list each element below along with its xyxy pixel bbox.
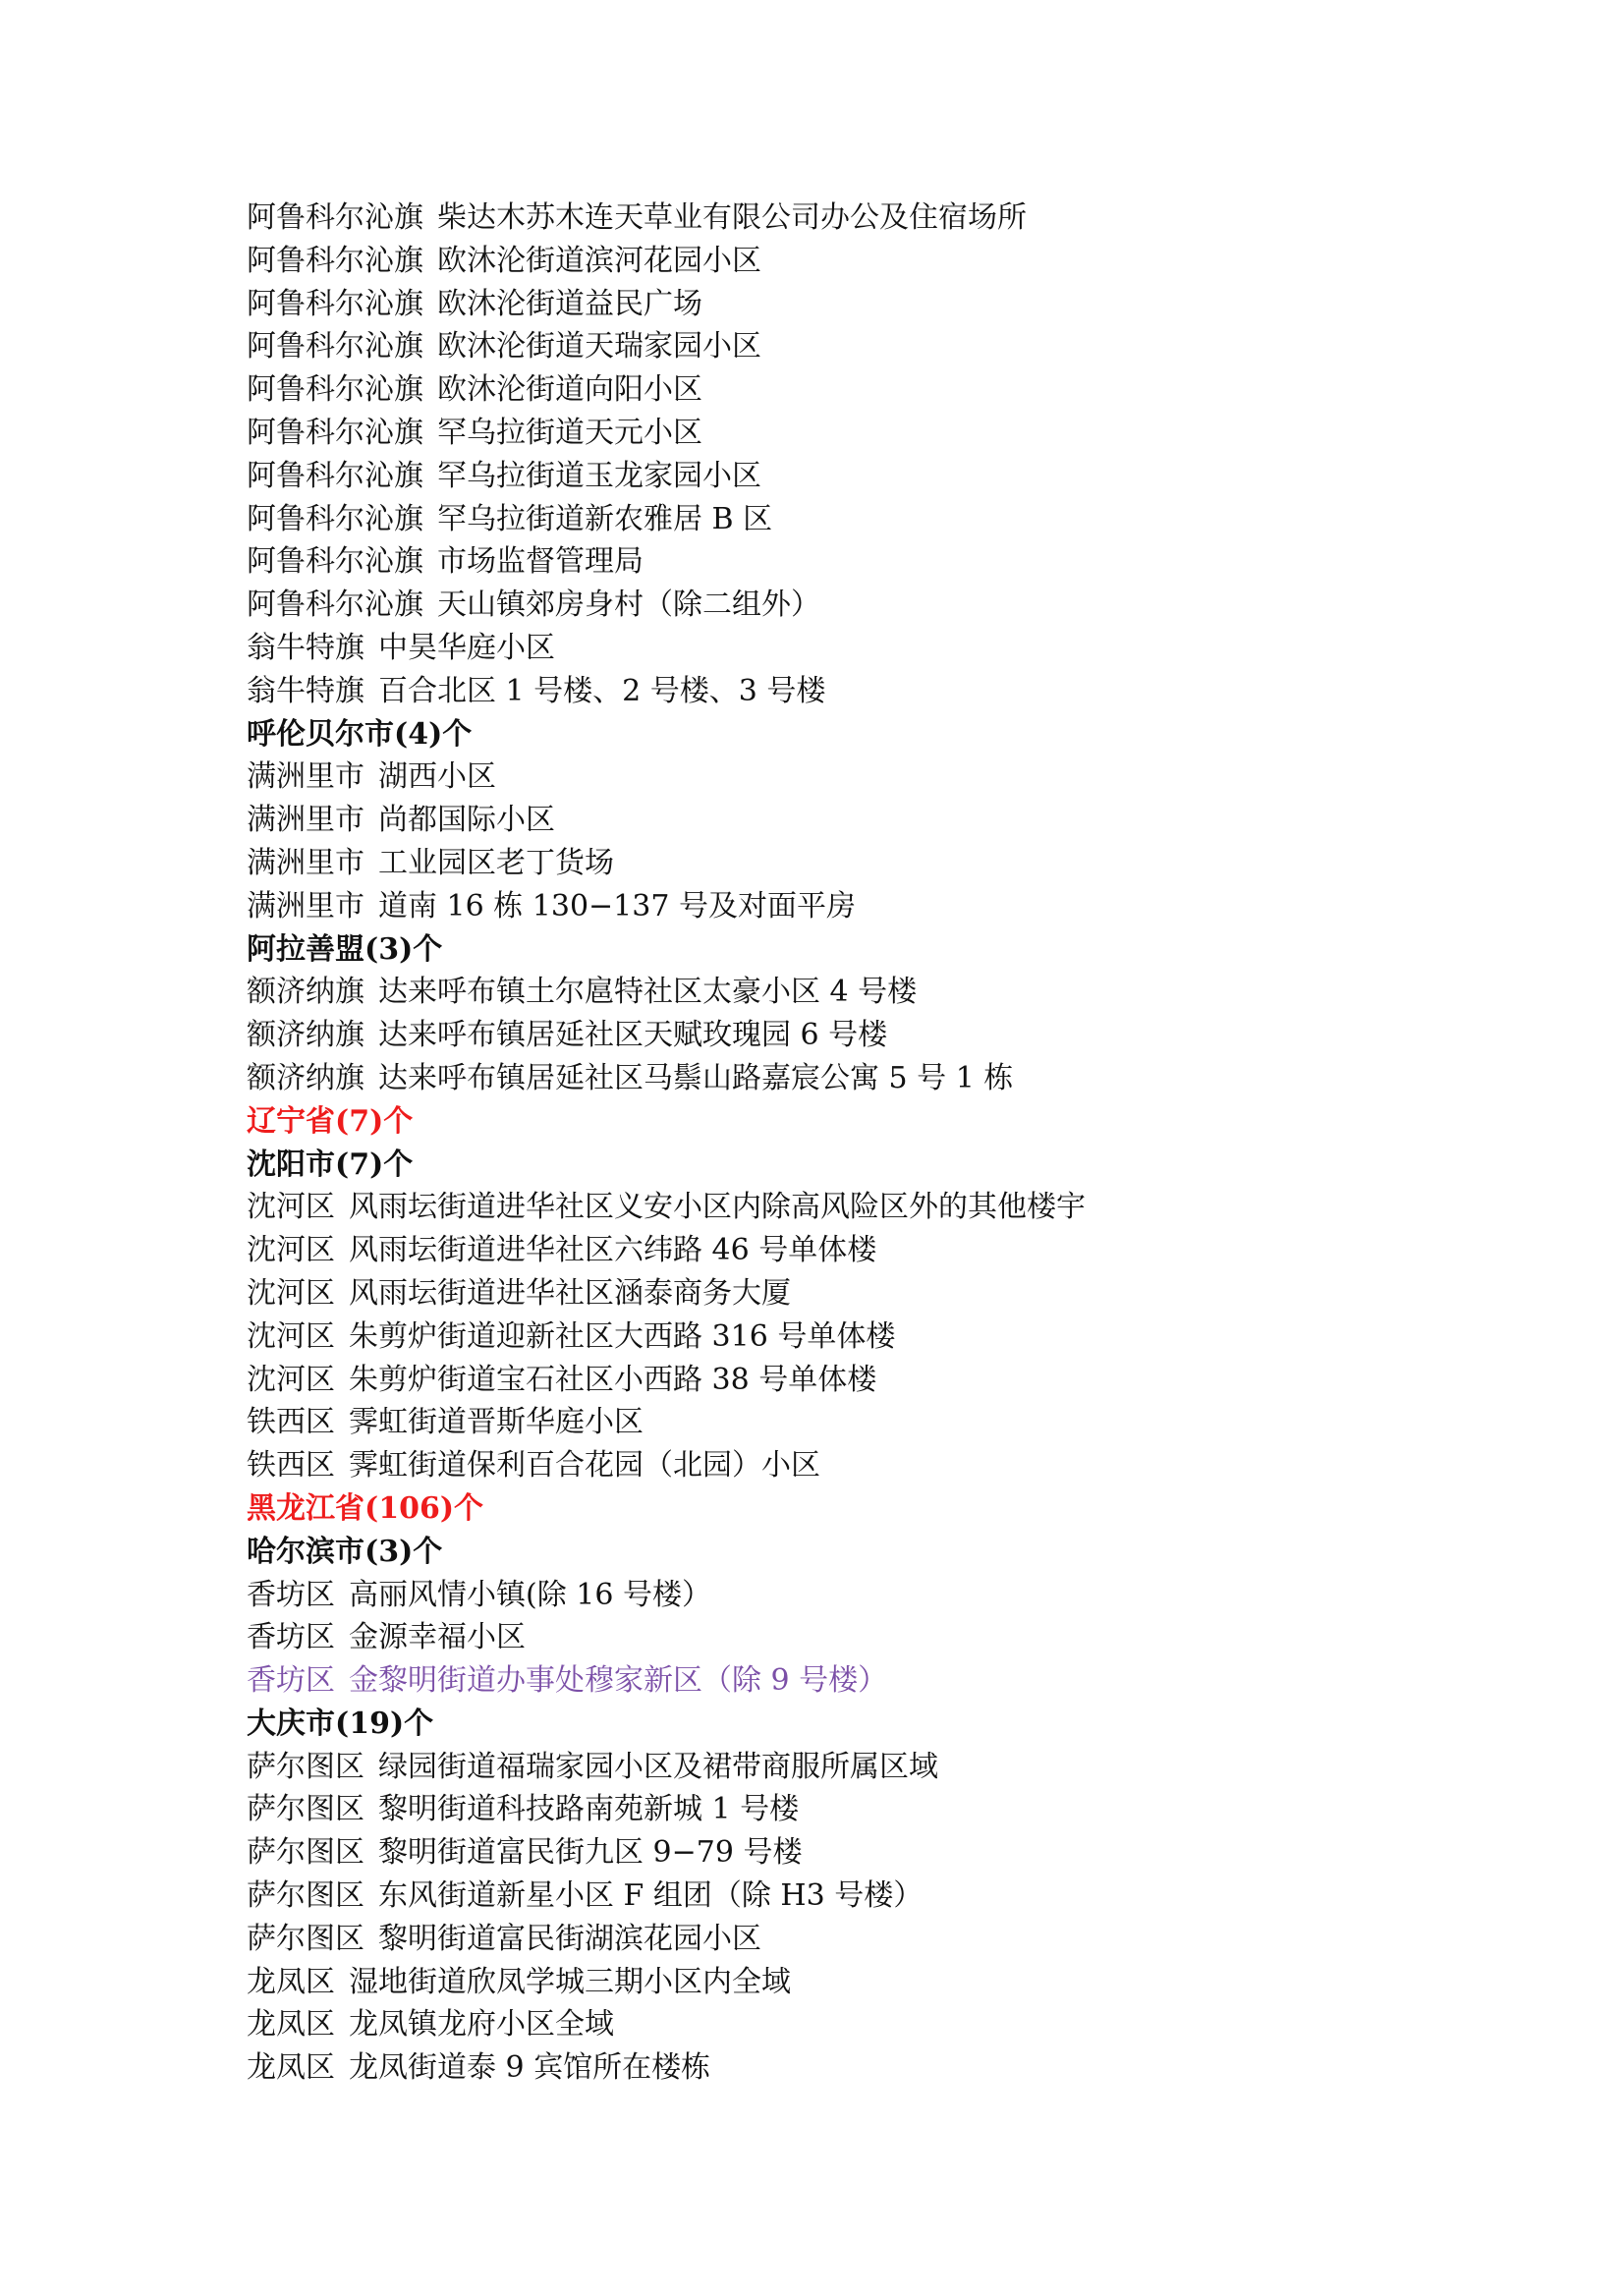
area-entry: [247, 1616, 1524, 1659]
place-name: 风雨坛街道进华社区涵泰商务大厦: [349, 1275, 791, 1311]
place-name: 达来呼布镇居延社区天赋玫瑰园 6 号楼: [378, 1018, 888, 1053]
city-heading: 阿拉善盟(3)个: [247, 931, 443, 967]
place-name: 金黎明街道办事处穆家新区（除 9 号楼）: [349, 1663, 888, 1699]
area-entry: [247, 368, 1524, 412]
area-entry: [247, 971, 1524, 1014]
district-name: 阿鲁科尔沁旗: [247, 329, 423, 364]
area-entry: [247, 1659, 1524, 1703]
district-name: 萨尔图区: [247, 1921, 364, 1956]
area-entry: [247, 1057, 1524, 1100]
place-name: 欧沐沦街道滨河花园小区: [437, 243, 761, 278]
area-entry: [247, 1229, 1524, 1272]
area-entry: [247, 1186, 1524, 1229]
area-entry: [247, 842, 1524, 885]
area-entry: [247, 325, 1524, 368]
place-name: 罕乌拉街道玉龙家园小区: [437, 458, 761, 493]
place-name: 朱剪炉街道宝石社区小西路 38 号单体楼: [349, 1362, 877, 1397]
area-entry: [247, 1831, 1524, 1875]
place-name: 金源幸福小区: [349, 1620, 526, 1655]
area-entry: [247, 1272, 1524, 1315]
district-name: 萨尔图区: [247, 1792, 364, 1827]
place-name: 龙凤街道泰 9 宾馆所在楼栋: [349, 2050, 711, 2086]
province-heading: 辽宁省(7)个: [247, 1103, 414, 1139]
area-entry: [247, 1875, 1524, 1918]
area-entry: [247, 1401, 1524, 1444]
area-entry: [247, 756, 1524, 799]
area-entry: [247, 1574, 1524, 1617]
area-entry: [247, 1918, 1524, 1961]
district-name: 沈河区: [247, 1362, 335, 1397]
district-name: 阿鲁科尔沁旗: [247, 588, 423, 623]
district-name: 龙凤区: [247, 1964, 335, 1999]
district-name: 阿鲁科尔沁旗: [247, 544, 423, 580]
place-name: 罕乌拉街道新农雅居 B 区: [437, 501, 773, 536]
district-name: 萨尔图区: [247, 1749, 364, 1784]
district-name: 阿鲁科尔沁旗: [247, 200, 423, 235]
place-name: 风雨坛街道进华社区义安小区内除高风险区外的其他楼宇: [349, 1190, 1086, 1225]
place-name: 工业园区老丁货场: [378, 845, 614, 880]
place-name: 道南 16 栋 130−137 号及对面平房: [378, 888, 856, 924]
area-entry: [247, 1014, 1524, 1057]
district-name: 香坊区: [247, 1620, 335, 1655]
place-name: 达来呼布镇土尔扈特社区太豪小区 4 号楼: [378, 975, 918, 1010]
place-name: 百合北区 1 号楼、2 号楼、3 号楼: [378, 673, 826, 708]
district-name: 额济纳旗: [247, 975, 364, 1010]
place-name: 天山镇郊房身村（除二组外）: [437, 588, 820, 623]
area-list: [247, 196, 1524, 2090]
area-entry: [247, 412, 1524, 455]
area-entry: [247, 283, 1524, 326]
place-name: 霁虹街道晋斯华庭小区: [349, 1405, 644, 1440]
place-name: 黎明街道科技路南苑新城 1 号楼: [378, 1792, 800, 1827]
area-entry: [247, 455, 1524, 498]
place-name: 欧沐沦街道益民广场: [437, 286, 702, 321]
area-entry: [247, 627, 1524, 670]
district-name: 铁西区: [247, 1405, 335, 1440]
place-name: 达来呼布镇居延社区马鬃山路嘉宸公寓 5 号 1 栋: [378, 1060, 1014, 1095]
place-name: 中昊华庭小区: [378, 630, 555, 665]
place-name: 罕乌拉街道天元小区: [437, 415, 702, 450]
city-heading: 呼伦贝尔市(4)个: [247, 716, 473, 752]
area-entry: [247, 1746, 1524, 1789]
area-entry: [247, 1788, 1524, 1831]
place-name: 柴达木苏木连天草业有限公司办公及住宿场所: [437, 200, 1027, 235]
district-name: 阿鲁科尔沁旗: [247, 286, 423, 321]
area-entry: [247, 1961, 1524, 2004]
district-name: 翁牛特旗: [247, 673, 364, 708]
district-name: 满洲里市: [247, 888, 364, 924]
area-entry: [247, 240, 1524, 283]
district-name: 沈河区: [247, 1190, 335, 1225]
place-name: 黎明街道富民街湖滨花园小区: [378, 1921, 761, 1956]
district-name: 满洲里市: [247, 803, 364, 838]
place-name: 霁虹街道保利百合花园（北园）小区: [349, 1448, 820, 1483]
district-name: 额济纳旗: [247, 1018, 364, 1053]
district-name: 萨尔图区: [247, 1878, 364, 1914]
district-name: 满洲里市: [247, 845, 364, 880]
area-entry: [247, 584, 1524, 627]
place-name: 欧沐沦街道天瑞家园小区: [437, 329, 761, 364]
district-name: 阿鲁科尔沁旗: [247, 415, 423, 450]
area-entry: [247, 670, 1524, 713]
place-name: 湖西小区: [378, 759, 496, 795]
place-name: 龙凤镇龙府小区全域: [349, 2007, 614, 2043]
place-name: 东风街道新星小区 F 组团（除 H3 号楼）: [378, 1878, 924, 1914]
district-name: 萨尔图区: [247, 1835, 364, 1871]
district-name: 满洲里市: [247, 759, 364, 795]
place-name: 绿园街道福瑞家园小区及裙带商服所属区域: [378, 1749, 938, 1784]
district-name: 沈河区: [247, 1233, 335, 1268]
area-entry: [247, 196, 1524, 240]
area-entry: [247, 2003, 1524, 2046]
district-name: 额济纳旗: [247, 1060, 364, 1095]
district-name: 翁牛特旗: [247, 630, 364, 665]
area-entry: [247, 498, 1524, 541]
place-name: 尚都国际小区: [378, 803, 555, 838]
district-name: 香坊区: [247, 1577, 335, 1612]
province-heading: 黑龙江省(106)个: [247, 1490, 484, 1526]
place-name: 湿地街道欣凤学城三期小区内全域: [349, 1964, 791, 1999]
area-entry: [247, 799, 1524, 842]
district-name: 沈河区: [247, 1275, 335, 1311]
district-name: 阿鲁科尔沁旗: [247, 372, 423, 408]
place-name: 欧沐沦街道向阳小区: [437, 372, 702, 408]
area-entry: [247, 885, 1524, 928]
city-heading: 大庆市(19)个: [247, 1706, 434, 1741]
district-name: 阿鲁科尔沁旗: [247, 243, 423, 278]
area-entry: [247, 2046, 1524, 2090]
area-entry: [247, 1315, 1524, 1359]
area-entry: [247, 1444, 1524, 1487]
district-name: 阿鲁科尔沁旗: [247, 458, 423, 493]
district-name: 龙凤区: [247, 2050, 335, 2086]
district-name: 龙凤区: [247, 2007, 335, 2043]
district-name: 香坊区: [247, 1663, 335, 1699]
district-name: 阿鲁科尔沁旗: [247, 501, 423, 536]
place-name: 朱剪炉街道迎新社区大西路 316 号单体楼: [349, 1318, 896, 1354]
area-entry: [247, 1359, 1524, 1402]
district-name: 沈河区: [247, 1318, 335, 1354]
city-heading: 沈阳市(7)个: [247, 1147, 414, 1182]
place-name: 黎明街道富民街九区 9−79 号楼: [378, 1835, 803, 1871]
place-name: 市场监督管理局: [437, 544, 644, 580]
place-name: 高丽风情小镇(除 16 号楼）: [349, 1577, 711, 1612]
place-name: 风雨坛街道进华社区六纬路 46 号单体楼: [349, 1233, 877, 1268]
city-heading: 哈尔滨市(3)个: [247, 1534, 443, 1569]
district-name: 铁西区: [247, 1448, 335, 1483]
area-entry: [247, 540, 1524, 584]
